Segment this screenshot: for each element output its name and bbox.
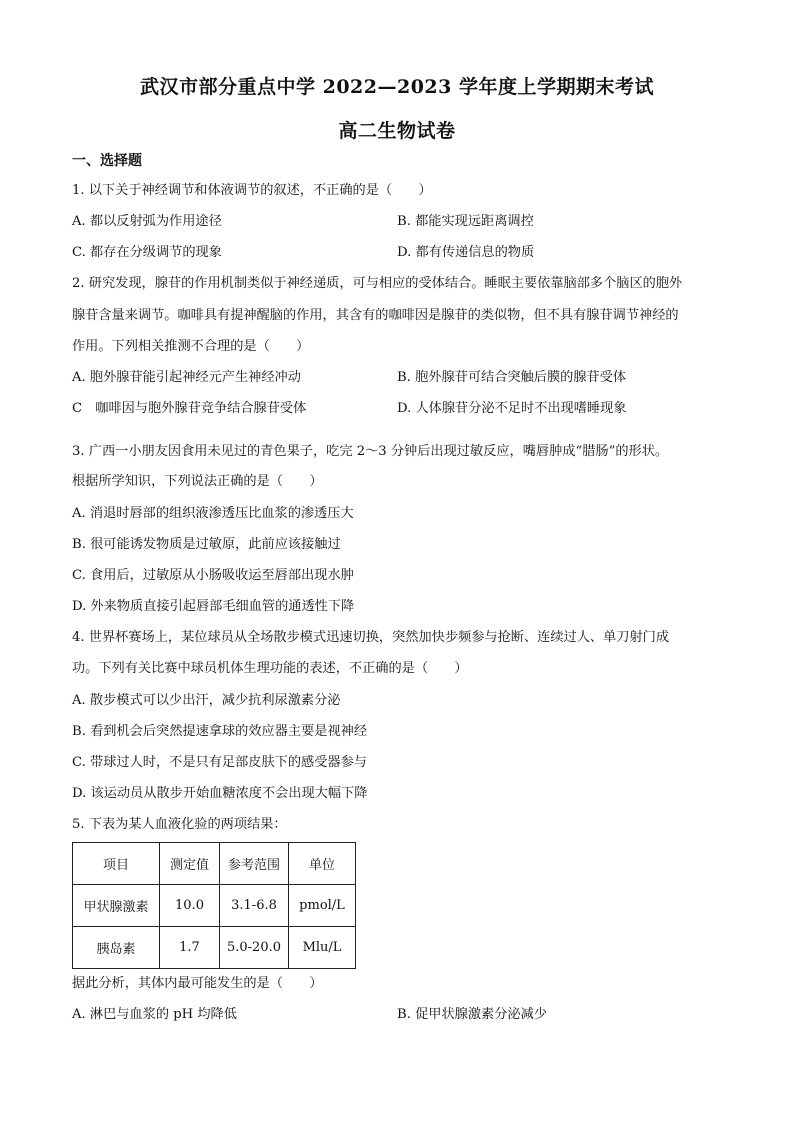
- option-b: B. 胞外腺苷可结合突触后膜的腺苷受体: [397, 370, 627, 385]
- option-c: C 咖啡因与胞外腺苷竞争结合腺苷受体: [72, 401, 307, 416]
- table-header-cell: 参考范围: [220, 843, 289, 885]
- table-header-cell: 单位: [289, 843, 356, 885]
- exam-title: 武汉市部分重点中学 2022—2023 学年度上学期期末考试: [140, 76, 654, 98]
- option-b: B. 促甲状腺激素分泌减少: [397, 1007, 547, 1022]
- option-c: C. 食用后，过敏原从小肠吸收运至唇部出现水肿: [72, 568, 354, 583]
- question-stem: 作用。下列相关推测不合理的是（ ）: [72, 339, 310, 354]
- table-cell: 甲状腺激素: [73, 885, 160, 927]
- option-a: A. 散步模式可以少出汗，减少抗利尿激素分泌: [72, 693, 341, 708]
- option-a: A. 消退时唇部的组织液渗透压比血浆的渗透压大: [72, 506, 354, 521]
- option-c: C. 都存在分级调节的现象: [72, 245, 222, 260]
- question-stem: 据此分析，其体内最可能发生的是（ ）: [72, 976, 323, 991]
- question-stem: 5. 下表为某人血液化验的两项结果：: [72, 817, 287, 832]
- question-stem: 根据所学知识，下列说法正确的是（ ）: [72, 474, 323, 489]
- option-d: D. 人体腺苷分泌不足时不出现嗜睡现象: [397, 401, 627, 416]
- question-stem: 2. 研究发现，腺苷的作用机制类似于神经递质，可与相应的受体结合。睡眠主要依靠脑部多个脑区的胞外: [72, 276, 683, 291]
- table-cell: Mlu/L: [289, 927, 356, 969]
- table-cell: 胰岛素: [73, 927, 160, 969]
- table-header-row: [73, 843, 356, 885]
- question-stem: 3. 广西一小朋友因食用未见过的青色果子，吃完 2～3 分钟后出现过敏反应，嘴唇肿成“腊肠”的形状。: [72, 444, 669, 459]
- section-heading: 一、选择题: [72, 153, 142, 169]
- option-c: C. 带球过人时，不是只有足部皮肤下的感受器参与: [72, 755, 367, 770]
- option-d: D. 外来物质直接引起唇部毛细血管的通透性下降: [72, 599, 355, 614]
- table-header-cell: 测定值: [160, 843, 220, 885]
- table-header-cell: 项目: [73, 843, 160, 885]
- option-a: A. 淋巴与血浆的 pH 均降低: [72, 1007, 237, 1022]
- question-stem: 4. 世界杯赛场上，某位球员从全场散步模式迅速切换，突然加快步频参与抢断、连续过人、单刀射门成: [72, 630, 670, 645]
- question-stem: 功。下列有关比赛中球员机体生理功能的表述，不正确的是（ ）: [72, 661, 468, 676]
- option-a: A. 都以反射弧为作用途径: [72, 214, 222, 229]
- table-cell: pmol/L: [289, 885, 356, 927]
- option-b: B. 看到机会后突然提速拿球的效应器主要是视神经: [72, 724, 368, 739]
- option-d: D. 该运动员从散步开始血糖浓度不会出现大幅下降: [72, 786, 368, 801]
- option-b: B. 很可能诱发物质是过敏原，此前应该接触过: [72, 537, 341, 552]
- table-row: [73, 927, 356, 969]
- option-a: A. 胞外腺苷能引起神经元产生神经冲动: [72, 370, 301, 385]
- exam-subtitle: 高二生物试卷: [338, 120, 456, 142]
- table-cell: 5.0-20.0: [220, 927, 289, 969]
- table-cell: 3.1-6.8: [220, 885, 289, 927]
- option-d: D. 都有传递信息的物质: [397, 245, 535, 260]
- table-cell: 10.0: [160, 885, 220, 927]
- table-row: [73, 885, 356, 927]
- question-stem: 1. 以下关于神经调节和体液调节的叙述，不正确的是（ ）: [72, 183, 432, 198]
- lab-results-table: [72, 842, 356, 969]
- question-stem: 腺苷含量来调节。咖啡具有提神醒脑的作用，其含有的咖啡因是腺苷的类似物，但不具有腺苷调节神经的: [72, 308, 679, 323]
- table-cell: 1.7: [160, 927, 220, 969]
- option-b: B. 都能实现远距离调控: [397, 214, 534, 229]
